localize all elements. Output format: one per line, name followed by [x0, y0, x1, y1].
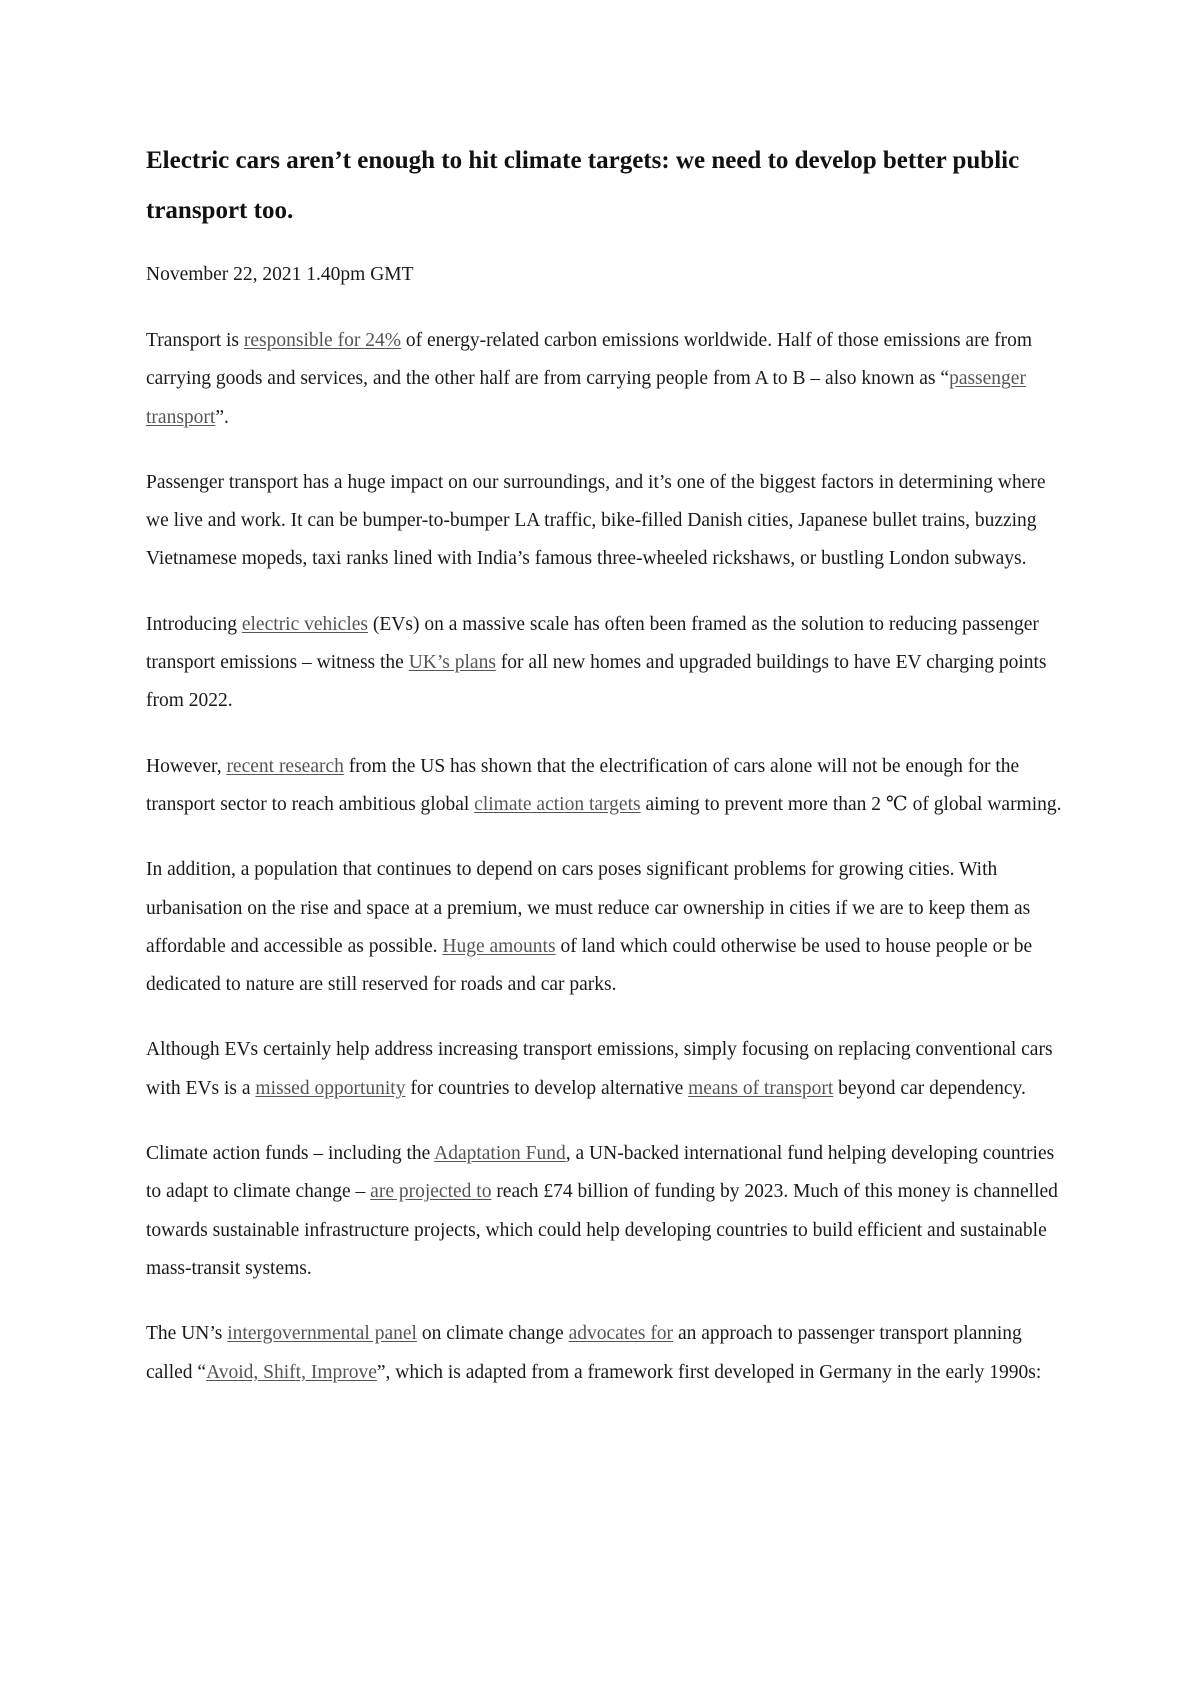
paragraph-text: from the US has shown that the electrification of cars alone will not be enough for the transport sector to reach ambitious global — [146, 755, 1020, 815]
article-paragraph — [146, 748, 1066, 825]
paragraph-text: beyond car dependency. — [833, 1077, 1026, 1099]
inline-link[interactable]: responsible for 24% — [243, 330, 401, 351]
inline-link[interactable]: Adaptation Fund — [434, 1143, 566, 1165]
paragraph-text: Passenger transport has a huge impact on our surroundings, and it’s one of the biggest factors in determining where we live and work. It can be bumper-to-bumper LA traffic, bike-filled Danish cities, Japanese bullet trains, buzzing Vietnamese mopeds, taxi ranks lined with India’s famous three-wheeled rickshaws, or bustling London subways. — [146, 471, 1046, 570]
article — [146, 136, 1066, 1419]
paragraph-text: Climate action funds – including the — [146, 1143, 435, 1165]
paragraph-text: (EVs) on a massive scale has often been framed as the solution to reducing passenger transport emissions – witness the — [146, 613, 1039, 674]
paragraph-text: However, — [146, 755, 227, 777]
paragraph-text: ”. — [215, 406, 229, 428]
inline-link[interactable]: electric vehicles — [241, 613, 368, 635]
article-dateline: November 22, 2021 1.40pm GMT — [146, 264, 414, 285]
inline-link[interactable]: missed opportunity — [255, 1077, 406, 1099]
paragraph-text: for countries to develop alternative — [405, 1077, 689, 1099]
paragraph-text: , a UN-backed international fund helping developing countries to adapt to climate change – — [146, 1143, 1055, 1203]
article-paragraph — [146, 1031, 1066, 1108]
article-paragraph — [146, 1315, 1066, 1392]
article-paragraph — [146, 851, 1066, 1004]
paragraph-text: of land which could otherwise be used to house people or be dedicated to nature are still reserved for roads and car parks. — [146, 935, 1033, 996]
article-body — [146, 322, 1066, 1392]
paragraph-text: The UN’s — [146, 1323, 228, 1345]
paragraph-text: Transport is — [146, 330, 244, 351]
article-paragraph — [146, 1135, 1066, 1288]
paragraph-text: Introducing — [146, 613, 242, 635]
paragraph-text: reach £74 billion of funding by 2023. Much of this money is channelled towards sustainable infrastructure projects, which could help developing countries to build efficient and sustainable mass-transit systems. — [146, 1181, 1058, 1279]
article-paragraph — [146, 322, 1066, 437]
paragraph-text: In addition, a population that continues to depend on cars poses significant problems for growing cities. With urbanisation on the rise and space at a premium, we must reduce car ownership in cities if we are to keep them as affordable and accessible as possible. — [146, 859, 1031, 957]
inline-link[interactable]: passenger transport — [146, 368, 1026, 428]
inline-link[interactable]: Huge amounts — [442, 935, 556, 957]
inline-link[interactable]: UK’s plans — [408, 652, 496, 674]
inline-link[interactable]: climate action targets — [474, 793, 641, 815]
inline-link[interactable]: intergovernmental panel — [227, 1323, 417, 1345]
article-paragraph — [146, 464, 1066, 579]
inline-link[interactable]: recent research — [226, 755, 344, 777]
paragraph-text: for all new homes and upgraded buildings to have EV charging points from 2022. — [146, 652, 1047, 712]
paragraph-text: on climate change — [416, 1323, 569, 1345]
inline-link[interactable]: advocates for — [568, 1323, 674, 1345]
article-paragraph — [146, 606, 1066, 721]
inline-link[interactable]: means of transport — [688, 1077, 834, 1099]
article-title: Electric cars aren’t enough to hit climate targets: we need to develop better public transport too. — [146, 147, 1020, 224]
paragraph-text: an approach to passenger transport planning called “ — [146, 1323, 1022, 1383]
paragraph-text: aiming to prevent more than 2 ℃ of global warming. — [640, 793, 1062, 815]
paragraph-text: ”, which is adapted from a framework first developed in Germany in the early 1990s: — [376, 1361, 1042, 1383]
inline-link[interactable]: are projected to — [370, 1181, 492, 1203]
paragraph-text: of energy-related carbon emissions worldwide. Half of those emissions are from carrying goods and services, and the other half are from carrying people from A to B – also known as “ — [146, 330, 1032, 390]
inline-link[interactable]: Avoid, Shift, Improve — [206, 1361, 377, 1383]
paragraph-text: Although EVs certainly help address increasing transport emissions, simply focusing on replacing conventional cars with EVs is a — [146, 1039, 1053, 1099]
